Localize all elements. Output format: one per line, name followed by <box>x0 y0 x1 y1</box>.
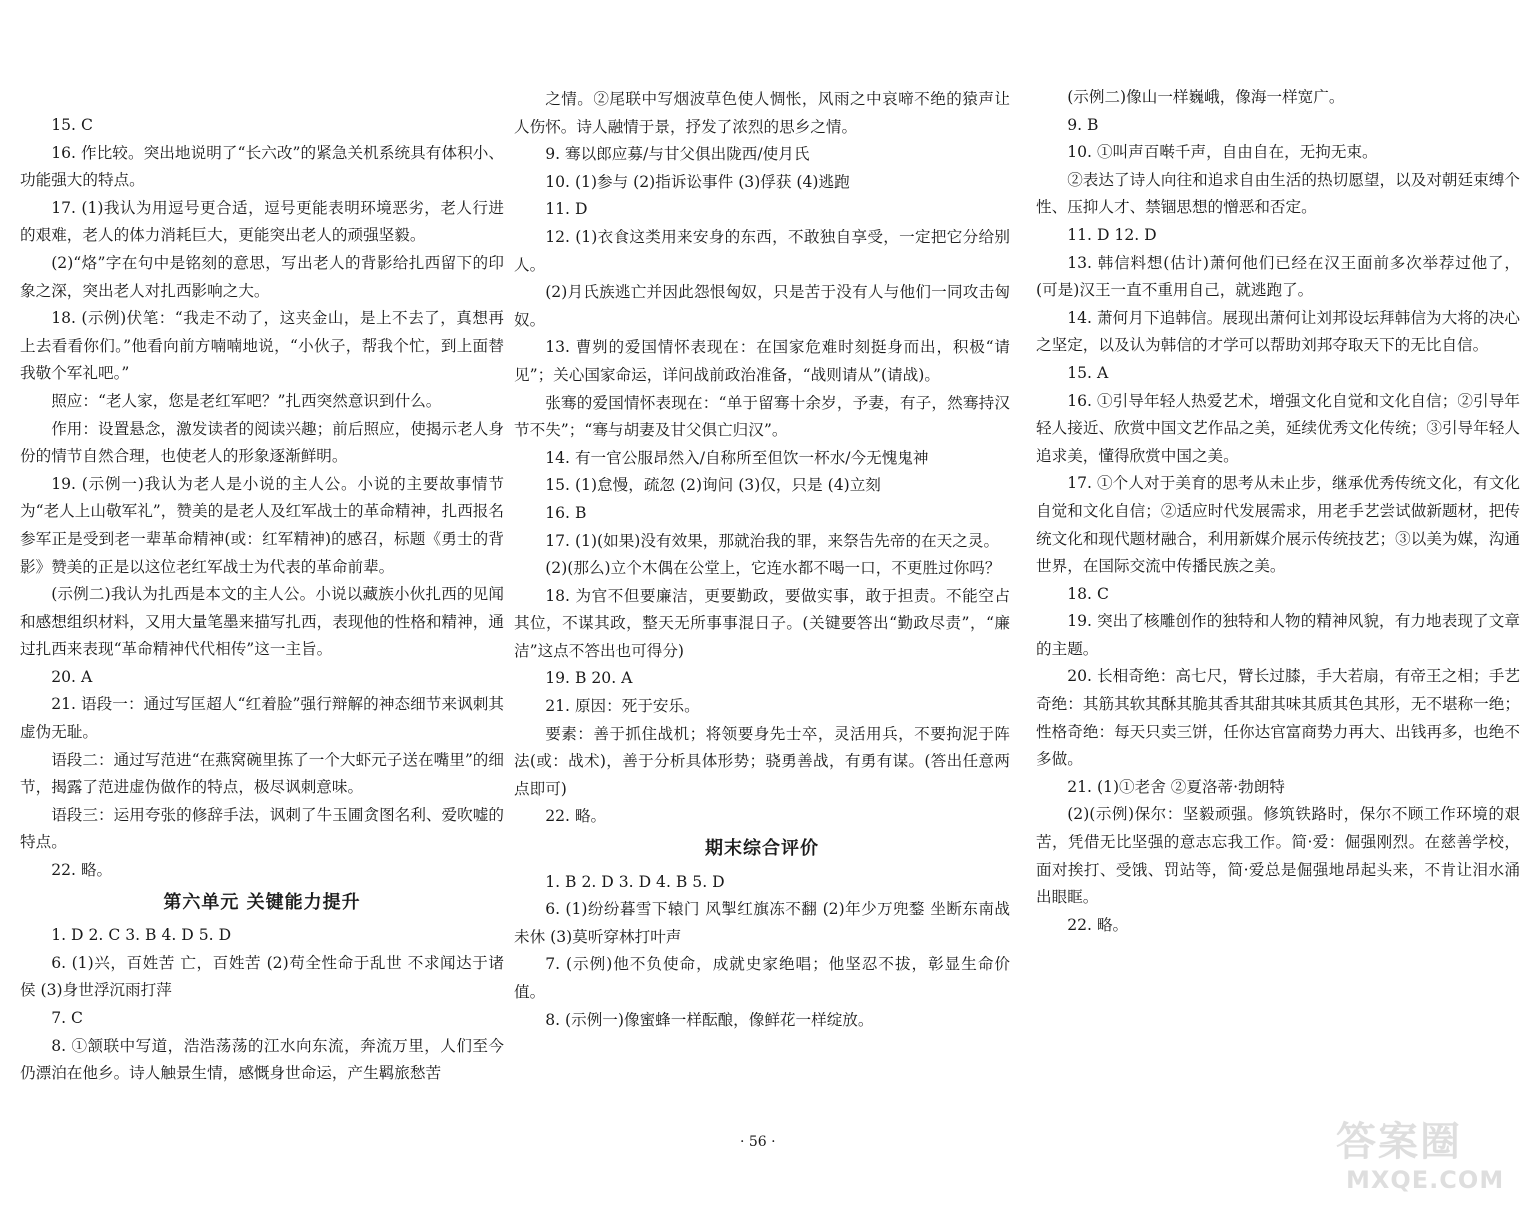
answer-paragraph: 18. C <box>1067 584 1109 603</box>
answer-paragraph: 7. C <box>51 1009 83 1027</box>
answer-paragraph: 14. 有一官公服昂然入/自称所至但饮一杯水/今无愧鬼神 <box>545 448 929 467</box>
answer-paragraph: 1. B 2. D 3. D 4. B 5. D <box>545 872 725 891</box>
answer-paragraph: (示例二)我认为扎西是本文的主人公。小说以藏族小伙扎西的见闻和感想组织材料，又用大量笔墨来描写扎西，表现他的性格和精神，通过扎西来表现“革命精神代代相传”这一主旨。 <box>20 585 504 659</box>
answer-paragraph: 17. (1)我认为用逗号更合适，逗号更能表明环境恶劣，老人行进的艰难，老人的体力消耗巨大，更能突出老人的顽强坚毅。 <box>20 198 504 245</box>
section-heading: 期末综合评价 <box>705 838 819 860</box>
answer-paragraph: (2)月氏族逃亡并因此怨恨匈奴，只是苦于没有人与他们一同攻击匈奴。 <box>514 283 1010 329</box>
answer-paragraph: 21. (1)①老舍 ②夏洛蒂·勃朗特 <box>1067 777 1285 796</box>
answer-paragraph: (2)(那么)立个木偶在公堂上，它连水都不喝一口，不更胜过你吗？ <box>545 559 1001 578</box>
answer-paragraph: 10. ①叫声百啭千声，自由自在，无拘无束。 <box>1067 143 1378 162</box>
answer-paragraph: 19. B 20. A <box>545 669 633 688</box>
answer-paragraph: 14. 萧何月下追韩信。展现出萧何让刘邦设坛拜韩信为大将的决心之坚定，以及认为韩信的才学可以帮助刘邦夺取天下的无比自信。 <box>1036 308 1520 355</box>
watermark-url: MXQE.COM <box>1346 1166 1505 1194</box>
answer-paragraph: 11. D <box>545 200 588 219</box>
answer-paragraph: 18. (示例)伏笔：“我走不动了，这夹金山，是上不去了，真想再上去看看你们。”他看向前方喃喃地说，“小伙子，帮我个忙，到上面替我敬个军礼吧。” <box>20 309 504 383</box>
answer-paragraph: 6. (1)兴，百姓苦 亡，百姓苦 (2)苟全性命于乱世 不求闻达于诸侯 (3)身世浮沉雨打萍 <box>20 953 504 1000</box>
watermark-logo <box>1328 1108 1524 1200</box>
answer-paragraph: 张骞的爱国情怀表现在：“单于留骞十余岁，予妻，有子，然骞持汉节不失”；“骞与胡妻及甘父俱亡归汉”。 <box>514 393 1010 440</box>
answer-paragraph: 17. ①个人对于美育的思考从未止步，继承优秀传统文化，有文化自觉和文化自信；②适应时代发展需求，用老手艺尝试做新题材，把传统文化和现代题材融合，利用新媒介展示传统技艺；③以美为媒，沟通世界，在国际交流中传播民族之美。 <box>1036 474 1520 576</box>
answer-paragraph: 照应：“老人家，您是老红军吧？”扎西突然意识到什么。 <box>51 391 442 410</box>
answer-paragraph: 9. B <box>1067 115 1099 134</box>
answer-paragraph: 8. ①颔联中写道，浩浩荡荡的江水向东流，奔流万里，人们至今仍漂泊在他乡。诗人触景生情，感慨身世命运，产生羁旅愁苦 <box>20 1036 504 1083</box>
answer-paragraph: 13. 曹刿的爱国情怀表现在：在国家危难时刻挺身而出，积极“请见”；关心国家命运，详问战前政治准备，“战则请从”(请战)。 <box>514 338 1010 384</box>
answer-paragraph: 19. (示例一)我认为老人是小说的主人公。小说的主要故事情节为“老人上山敬军礼”，赞美的是老人及红军战士的革命精神，扎西报名参军正是受到老一辈革命精神(或：红军精神)的感召，标题《勇士的背影》赞美的正是以这位老红军战士为代表的革命前辈。 <box>20 474 504 576</box>
answer-paragraph: 22. 略。 <box>545 807 607 826</box>
page-number: · 56 · <box>740 1134 776 1150</box>
column-left <box>20 112 504 1088</box>
answer-paragraph: 18. 为官不但要廉洁，更要勤政，要做实事，敢于担责。不能空占其位，不谋其政，整天无所事事混日子。(关键要答出“勤政尽责”，“廉洁”这点不答出也可得分) <box>514 586 1010 660</box>
answer-paragraph: 20. A <box>51 667 93 686</box>
answer-paragraph: 15. (1)怠慢，疏忽 (2)询问 (3)仅，只是 (4)立刻 <box>545 476 881 495</box>
answer-paragraph: 之情。②尾联中写烟波草色使人惆怅，风雨之中哀啼不绝的猿声让人伤怀。诗人融情于景，抒发了浓烈的思乡之情。 <box>514 90 1010 136</box>
answer-paragraph: 12. (1)衣食这类用来安身的东西，不敢独自享受，一定把它分给别人。 <box>514 227 1010 274</box>
answer-paragraph: 16. B <box>545 503 587 522</box>
answer-paragraph: ②表达了诗人向往和追求自由生活的热切愿望，以及对朝廷束缚个性、压抑人才、禁锢思想的憎恶和否定。 <box>1036 170 1520 217</box>
answer-paragraph: 13. 韩信料想(估计)萧何他们已经在汉王面前多次举荐过他了，(可是)汉王一直不重用自己，就逃跑了。 <box>1036 253 1520 300</box>
answer-paragraph: 16. ①引导年轻人热爱艺术，增强文化自觉和文化自信；②引导年轻人接近、欣赏中国文艺作品之美，延续优秀文化传统；③引导年轻人追求美，懂得欣赏中国之美。 <box>1036 391 1520 465</box>
answer-paragraph: 8. (示例一)像蜜蜂一样酝酿，像鲜花一样绽放。 <box>545 1010 874 1029</box>
answer-paragraph: 作用：设置悬念，激发读者的阅读兴趣；前后照应，使揭示老人身份的情节自然合理，也使老人的形象逐渐鲜明。 <box>20 419 504 466</box>
watermark-title: 答案圈 <box>1336 1119 1462 1165</box>
column-middle <box>514 86 1010 1034</box>
answer-paragraph: 21. 原因：死于安乐。 <box>545 697 700 716</box>
answer-paragraph: 15. A <box>1067 363 1109 382</box>
answer-paragraph: 语段三：运用夸张的修辞手法，讽刺了牛玉圃贪图名利、爱吹嘘的特点。 <box>20 805 504 852</box>
answer-paragraph: 15. C <box>51 116 93 134</box>
answer-paragraph: (2)“烙”字在句中是铭刻的意思，写出老人的背影给扎西留下的印象之深，突出老人对扎西影响之大。 <box>20 253 504 300</box>
answer-paragraph: 16. 作比较。突出地说明了“长六改”的紧急关机系统具有体积小、功能强大的特点。 <box>20 143 504 190</box>
answer-paragraph: 语段二：通过写范进“在燕窝碗里拣了一个大虾元子送在嘴里”的细节，揭露了范进虚伪做作的特点，极尽讽刺意味。 <box>20 750 504 797</box>
answer-paragraph: 6. (1)纷纷暮雪下辕门 风掣红旗冻不翻 (2)年少万兜鍪 坐断东南战未休 (3)莫听穿林打叶声 <box>514 900 1010 946</box>
answer-paragraph: 22. 略。 <box>51 861 113 880</box>
answer-paragraph: 要素：善于抓住战机；将领要身先士卒，灵活用兵，不要拘泥于阵法(或：战术)，善于分析具体形势；骁勇善战，有勇有谋。(答出任意两点即可) <box>514 724 1010 798</box>
answer-paragraph: 17. (1)(如果)没有效果，那就治我的罪，来祭告先帝的在天之灵。 <box>545 531 1000 550</box>
column-right <box>1036 84 1520 939</box>
answer-paragraph: 7. (示例)他不负使命，成就史家绝唱；他坚忍不拔，彰显生命价值。 <box>514 955 1010 1001</box>
answer-paragraph: (示例二)像山一样巍峨，像海一样宽广。 <box>1067 88 1345 106</box>
answer-paragraph: 1. D 2. C 3. B 4. D 5. D <box>51 926 232 945</box>
answer-paragraph: 11. D 12. D <box>1067 225 1157 244</box>
answer-paragraph: 20. 长相奇绝：高七尺，臂长过膝，手大若扇，有帝王之相；手艺奇绝：其筋其软其酥其脆其香其甜其味其质其色其形，无不堪称一绝；性格奇绝：每天只卖三饼，任你达官富商势力再大、出钱再多，也绝不多做。 <box>1036 667 1520 769</box>
section-heading: 第六单元 关键能力提升 <box>163 891 361 913</box>
answer-paragraph: 10. (1)参与 (2)指诉讼事件 (3)俘获 (4)逃跑 <box>545 172 850 191</box>
answer-paragraph: 21. 语段一：通过写匡超人“红着脸”强行辩解的神态细节来讽刺其虚伪无耻。 <box>20 695 504 742</box>
answer-paragraph: 19. 突出了核雕创作的独特和人物的精神风貌，有力地表现了文章的主题。 <box>1036 612 1520 658</box>
answer-paragraph: (2)(示例)保尔：坚毅顽强。修筑铁路时，保尔不顾工作环境的艰苦，凭借无比坚强的意志忘我工作。简·爱：倔强刚烈。在慈善学校，面对挨打、受饿、罚站等，简·爱总是倔强地昂起头来，不肯让泪水涌出眼眶。 <box>1036 805 1520 907</box>
answer-paragraph: 22. 略。 <box>1067 915 1129 934</box>
answer-paragraph: 9. 骞以郎应募/与甘父俱出陇西/使月氏 <box>545 145 810 164</box>
